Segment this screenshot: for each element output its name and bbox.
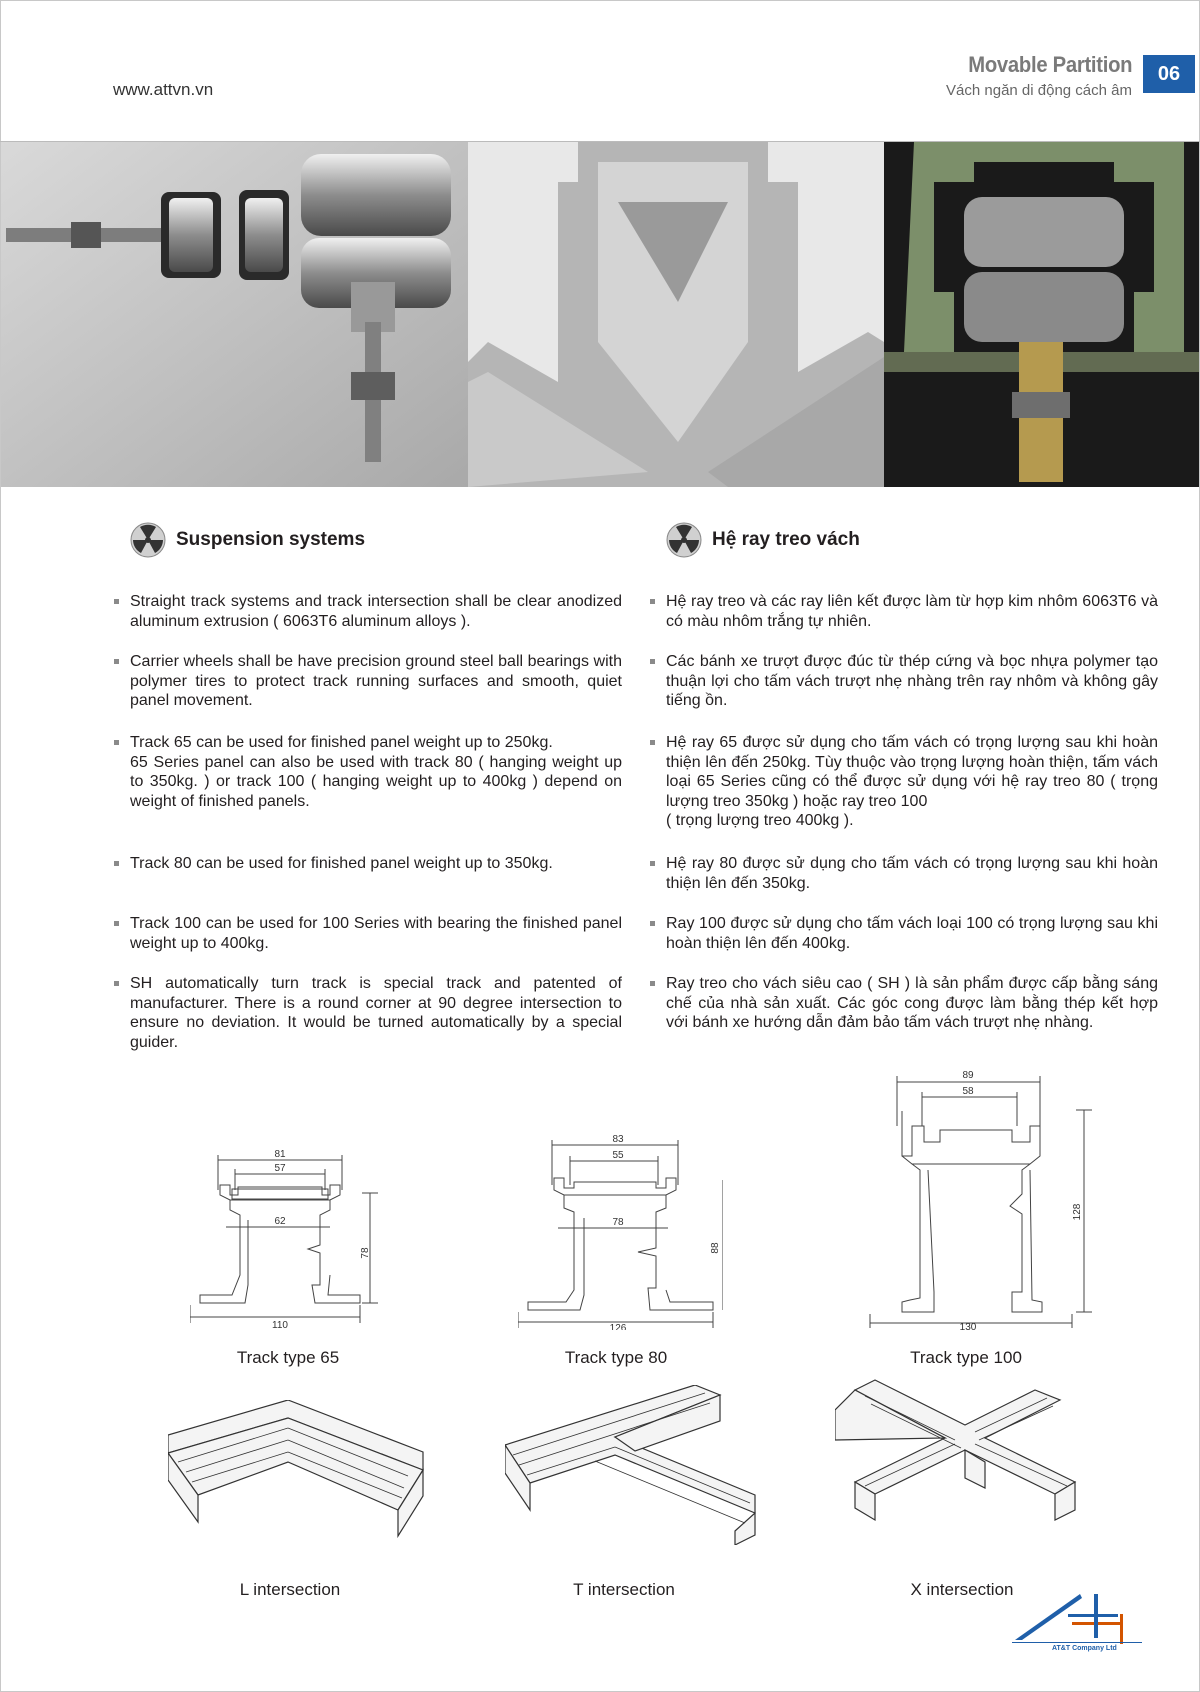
dim-height: 78 — [360, 1247, 371, 1259]
x-intersection-drawing — [835, 1370, 1085, 1545]
en-section-header — [130, 522, 365, 558]
en-section-title: Suspension systems — [176, 529, 366, 550]
dim-inner-top: 55 — [612, 1150, 624, 1161]
header-title: Movable Partition — [967, 52, 1132, 77]
dim-bottom: 126 — [609, 1323, 627, 1330]
list-item: Ray treo cho vách siêu cao ( SH ) là sản phẩm được cấp bằng sáng chế của nhà sản xuất. Các góc cong được làm bằng thép kết hợp với bánh xe hướng dẫn đảm bảo tấm vách trượt nhẹ nhàng. — [650, 974, 1158, 1033]
radiation-icon — [130, 522, 166, 558]
list-item: Track 65 can be used for finished panel weight up to 250kg. 65 Series panel can also be used with track 80 ( hanging weight up to 350kg. ) or track 100 ( hanging weight up to 400kg ) depend on weight of finished panels. — [114, 733, 622, 811]
x-intersection-caption: X intersection — [910, 1580, 1014, 1599]
track-80-caption: Track type 80 — [564, 1348, 668, 1367]
list-item: Carrier wheels shall be have precision ground steel ball bearings with polymer tires to protect track running surfaces and smooth, quiet panel movement. — [114, 652, 622, 711]
carrier-wheel-photo — [1, 142, 468, 487]
track-65-caption: Track type 65 — [236, 1348, 340, 1367]
track-80-drawing — [518, 1130, 723, 1330]
dim-outer-top: 83 — [612, 1134, 624, 1145]
track-65-drawing — [190, 1145, 390, 1330]
t-intersection-caption: T intersection — [573, 1580, 675, 1599]
list-item: Hệ ray treo và các ray liên kết được làm từ hợp kim nhôm 6063T6 và có màu nhôm trắng tự nhiên. — [650, 592, 1158, 631]
t-intersection-drawing — [505, 1385, 765, 1545]
vi-section-title: Hệ ray treo vách — [712, 529, 860, 550]
list-item: Straight track systems and track intersection shall be clear anodized aluminum extrusion ( 6063T6 aluminum alloys ). — [114, 592, 622, 631]
track-100-caption: Track type 100 — [910, 1348, 1022, 1367]
dim-mid: 78 — [612, 1217, 624, 1228]
dim-height: 128 — [1072, 1203, 1083, 1221]
page-number-badge: 06 — [1143, 55, 1195, 93]
dim-outer-top: 81 — [274, 1149, 286, 1160]
vi-section-header — [666, 522, 860, 558]
dim-mid: 62 — [274, 1216, 286, 1227]
l-intersection-drawing — [168, 1400, 428, 1540]
dim-height: 88 — [710, 1242, 721, 1254]
list-item: Track 100 can be used for 100 Series with bearing the finished panel weight up to 400kg. — [114, 914, 622, 953]
logo-text: AT&T Company Ltd — [1052, 1645, 1117, 1652]
track-100-drawing — [862, 1066, 1092, 1330]
dim-inner-top: 58 — [962, 1086, 974, 1097]
list-item: Ray 100 được sử dụng cho tấm vách loại 100 có trọng lượng sau khi hoàn thiện lên đến 400kg. — [650, 914, 1158, 953]
dim-outer-top: 89 — [962, 1070, 974, 1081]
dim-bottom: 110 — [272, 1320, 288, 1330]
wheel-in-track-photo — [884, 142, 1199, 487]
header-subtitle: Vách ngăn di động cách âm — [946, 82, 1132, 99]
track-profile-photo — [468, 142, 884, 487]
website-url[interactable]: www.attvn.vn — [113, 80, 214, 99]
list-item: Hệ ray 65 được sử dụng cho tấm vách có trọng lượng sau khi hoàn thiện lên đến 250kg. Tùy thuộc vào trọng lượng hoàn thiện, tấm vách loại 65 Series cũng có thể được sử dụng với hệ ray treo 80 ( trọng lượng treo 350kg ) hoặc ray treo 100 ( trọng lượng treo 400kg ). — [650, 733, 1158, 831]
list-item: SH automatically turn track is special track and patented of manufacturer. There is a round corner at 90 degree intersection to ensure no deviation. It would be turned automatically by a special guider. — [114, 974, 622, 1052]
list-item: Hệ ray 80 được sử dụng cho tấm vách có trọng lượng sau khi hoàn thiện lên đến 350kg. — [650, 854, 1158, 893]
list-item: Các bánh xe trượt được đúc từ thép cứng và bọc nhựa polymer tạo thuận lợi cho tấm vách trượt nhẹ nhàng trên ray nhôm và không gây tiếng ồn. — [650, 652, 1158, 711]
list-item: Track 80 can be used for finished panel weight up to 350kg. — [114, 854, 622, 874]
dim-bottom: 130 — [959, 1322, 977, 1330]
dim-inner-top: 57 — [274, 1163, 286, 1174]
l-intersection-caption: L intersection — [239, 1580, 341, 1599]
company-logo — [1010, 1592, 1160, 1652]
radiation-icon — [666, 522, 702, 558]
